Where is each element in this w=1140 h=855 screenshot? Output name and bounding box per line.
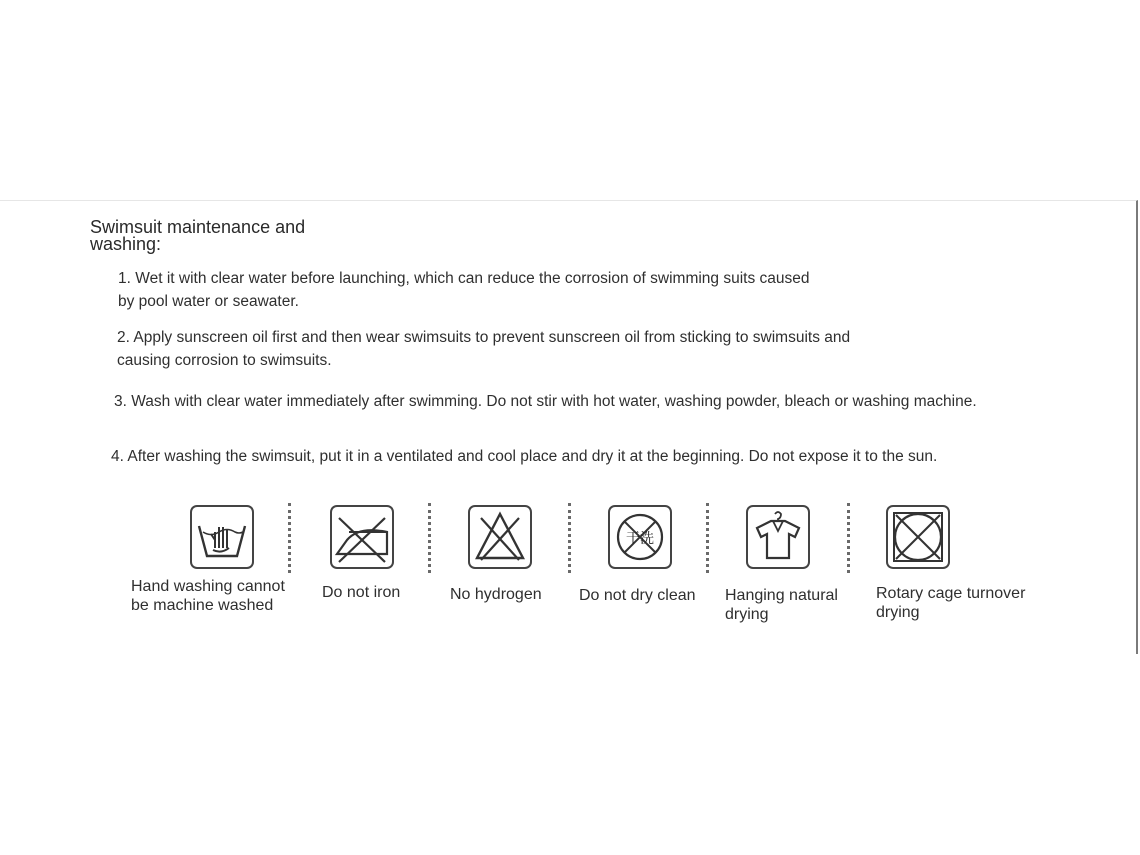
separator [428,503,431,573]
separator [847,503,850,573]
do-not-iron-icon [329,504,395,570]
do-not-iron-label: Do not iron [322,584,401,601]
hang-dry-label: Hanging natural drying [725,587,838,623]
no-bleach-icon [467,504,533,570]
separator [568,503,571,573]
step-1-line-2: by pool water or seawater. [118,293,299,310]
do-not-dry-clean-icon [607,504,673,570]
separator [706,503,709,573]
do-not-dry-clean-label: Do not dry clean [579,587,696,604]
hand-wash-icon [189,504,255,570]
step-3: 3. Wash with clear water immediately after swimming. Do not stir with hot water, washing powder, bleach or washing machine. [114,393,977,410]
hang-dry-icon [745,504,811,570]
step-4: 4. After washing the swimsuit, put it in a ventilated and cool place and dry it at the beginning. Do not expose it to the sun. [111,448,938,465]
dry-clean-symbol-text: 干洗 [626,531,654,547]
hand-wash-label: Hand washing cannot be machine washed [131,578,285,614]
step-2-line-1: 2. Apply sunscreen oil first and then wear swimsuits to prevent sunscreen oil from sticking to swimsuits and [117,329,851,346]
step-2-line-2: causing corrosion to swimsuits. [117,352,332,369]
tumble-dry-icon [885,504,951,570]
page-title: Swimsuit maintenance and washing: [90,217,306,254]
no-bleach-label: No hydrogen [450,586,542,603]
separator [288,503,291,573]
step-1-line-1: 1. Wet it with clear water before launching, which can reduce the corrosion of swimming suits caused [118,270,810,287]
tumble-dry-label: Rotary cage turnover drying [876,585,1026,621]
